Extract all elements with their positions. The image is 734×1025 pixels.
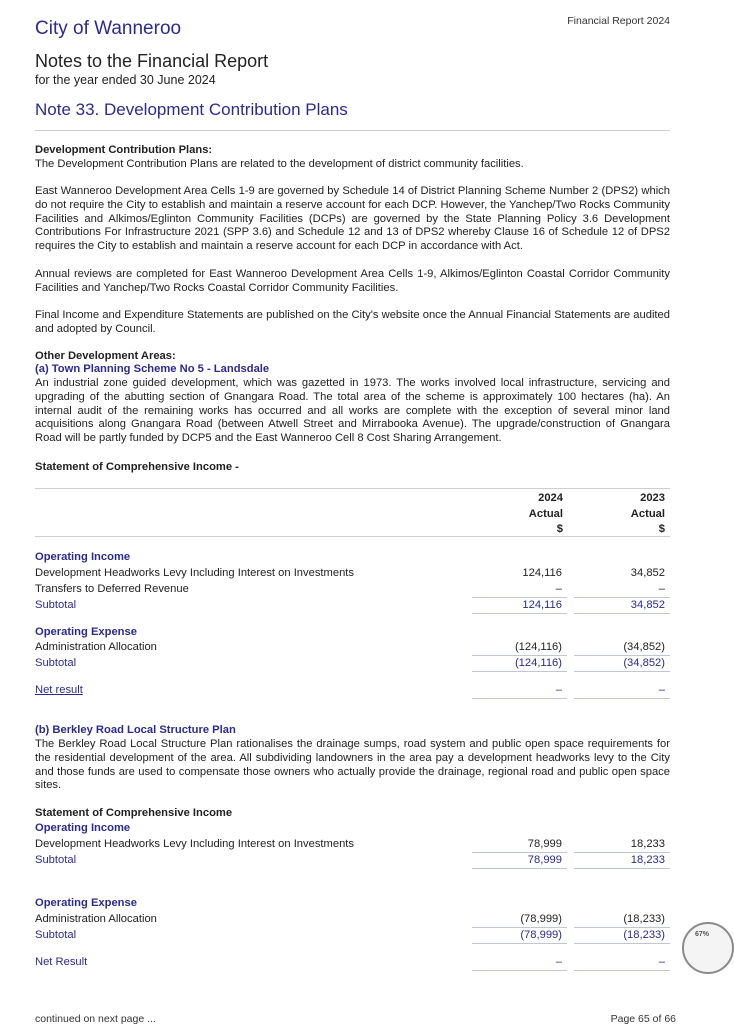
value-2023: (34,852) [623,641,665,653]
column-year: 2024 [538,492,563,504]
subtotal-rule [472,613,567,614]
table-a-top-rule [35,488,670,489]
row-label: Development Headworks Levy Including Interest on Investments [35,567,355,579]
value-2024: – [555,956,562,968]
intro-paragraph-2: East Wanneroo Development Area Cells 1-9 are governed by Schedule 14 of District Planning Scheme Number 2 (DPS2) which do not require the City to establish and maintain a reserve account for each DCP. However, the Yanchep/Two Rocks Community Facilities and Alkimos/Eglinton Community Facilities (DCPs) are governed by the State Planning Policy 3.6 Development Contributions For Infrastructure 2021 (SPP 3.6) and Schedule 12 and 13 of DPS2 whereby Clause 16 of Schedule 12 of DPS2 requires the City to establish and maintain a reserve account for each DCP in accordance with Act. [35,185,670,253]
table-b-operating-income-heading [35,821,670,836]
zoom-badge-text: 67% [695,931,710,938]
row-label: Subtotal [35,657,77,669]
value-2023: 18,233 [630,854,665,866]
value-2024: (124,116) [514,641,562,653]
zoom-badge[interactable] [682,922,734,974]
section-label: Operating Income [35,822,131,834]
column-unit: $ [658,523,665,535]
intro-paragraph-3: Annual reviews are completed for East Wanneroo Development Area Cells 1-9, Alkimos/Eglinton Coastal Corridor Community Facilities and Yanchep/Two Rocks Coastal Corridor Community Facilities. [35,268,670,294]
result-rule [574,698,670,699]
table-a-operating-expense-heading [35,625,670,640]
table-a-operating-income-heading [35,550,670,565]
table-b-title: Statement of Comprehensive Income [35,807,233,819]
value-2023: – [658,956,665,968]
subtotal-row [35,853,670,868]
value-2024: 124,116 [522,567,562,579]
report-name: Financial Report 2024 [567,15,670,27]
section-label: Operating Income [35,551,131,563]
continued-note: continued on next page ... [35,1013,156,1025]
row-label: Development Headworks Levy Including Interest on Investments [35,838,355,850]
table-row [35,837,670,852]
row-label: Subtotal [35,854,77,866]
value-2023: – [658,583,665,595]
section-b-paragraph: The Berkley Road Local Structure Plan rationalises the drainage sumps, road system and public open space requirements for the residential development of the area. All subdividing landowners in the area pay a development headworks levy to the City and those funds are used to compensate those owners who actually provide the drainage, regional road and public open space sites. [35,738,670,792]
other-areas-heading: Other Development Areas: [35,350,176,362]
section-label: Operating Expense [35,897,137,909]
value-2024: (78,999) [520,929,562,941]
subtotal-rule [472,868,567,869]
column-unit: $ [556,523,563,535]
result-rule [574,970,670,971]
value-2024: 78,999 [527,854,562,866]
value-2024: 78,999 [527,838,562,850]
subtotal-rule [574,671,670,672]
subtotal-rule [472,943,567,944]
organization-name: City of Wanneroo [35,18,182,39]
table-a-title: Statement of Comprehensive Income - [35,461,239,473]
section-label: Operating Expense [35,626,137,638]
value-2024: – [555,684,562,696]
table-row [35,640,670,655]
table-a-header-rule [35,536,670,537]
dcp-heading: Development Contribution Plans: [35,144,213,156]
intro-paragraph-4: Final Income and Expenditure Statements are published on the City's website once the Annual Financial Statements are audited and adopted by Council. [35,309,670,335]
row-label: Net Result [35,956,88,968]
subtotal-rule [574,868,670,869]
subtotal-rule [574,613,670,614]
value-2024: (78,999) [520,913,562,925]
net-result-row [35,955,670,970]
subtotal-row [35,598,670,613]
page-number: Page 65 of 66 [610,1013,676,1025]
table-row [35,566,670,581]
value-2023: 34,852 [630,567,665,579]
value-2023: 34,852 [630,599,665,611]
net-result-link[interactable]: Net result [35,684,83,696]
header-divider [35,130,670,131]
row-label: Administration Allocation [35,641,157,653]
value-2023: (18,233) [623,929,665,941]
value-2023: – [658,684,665,696]
subtotal-row [35,656,670,671]
column-year: 2023 [640,492,665,504]
value-2024: 124,116 [522,599,562,611]
period-subtitle: for the year ended 30 June 2024 [35,73,216,87]
result-rule [472,698,567,699]
column-header-2024 [470,491,563,538]
value-2023: (34,852) [623,657,665,669]
row-label: Subtotal [35,929,77,941]
column-header-2023 [572,491,665,538]
section-b-heading: (b) Berkley Road Local Structure Plan [35,724,236,736]
table-b-operating-expense-heading [35,896,670,911]
value-2024: – [555,583,562,595]
table-row [35,912,670,927]
value-2023: (18,233) [623,913,665,925]
row-label: Administration Allocation [35,913,157,925]
net-result-row [35,683,670,698]
subtotal-rule [472,671,567,672]
subtotal-row [35,928,670,943]
section-a-paragraph: An industrial zone guided development, which was gazetted in 1973. The works involved local infrastructure, servicing and upgrading of the abutting section of Gnangara Road. The total area of the scheme is approximately 100 hectares (ha). An internal audit of the remaining works has occurred and all works are complete with the exception of several minor land acquisitions along Gnangara Road (between Atwell Street and Mirrabooka Avenue). The upgrade/construction of Gnangara Road will be partly funded by DCP5 and the East Wanneroo Cell 8 Cost Sharing Arrangement. [35,377,670,445]
intro-paragraph-1: The Development Contribution Plans are related to the development of district community facilities. [35,158,524,170]
column-type: Actual [630,507,665,520]
row-label: Transfers to Deferred Revenue [35,583,189,595]
result-rule [472,970,567,971]
row-label: Subtotal [35,599,77,611]
column-type: Actual [528,507,563,520]
table-row [35,582,670,597]
subtotal-rule [574,943,670,944]
page-title: Notes to the Financial Report [35,51,269,71]
note-heading: Note 33. Development Contribution Plans [35,100,348,119]
section-a-heading: (a) Town Planning Scheme No 5 - Landsdale [35,363,270,375]
value-2024: (124,116) [514,657,562,669]
value-2023: 18,233 [630,838,665,850]
